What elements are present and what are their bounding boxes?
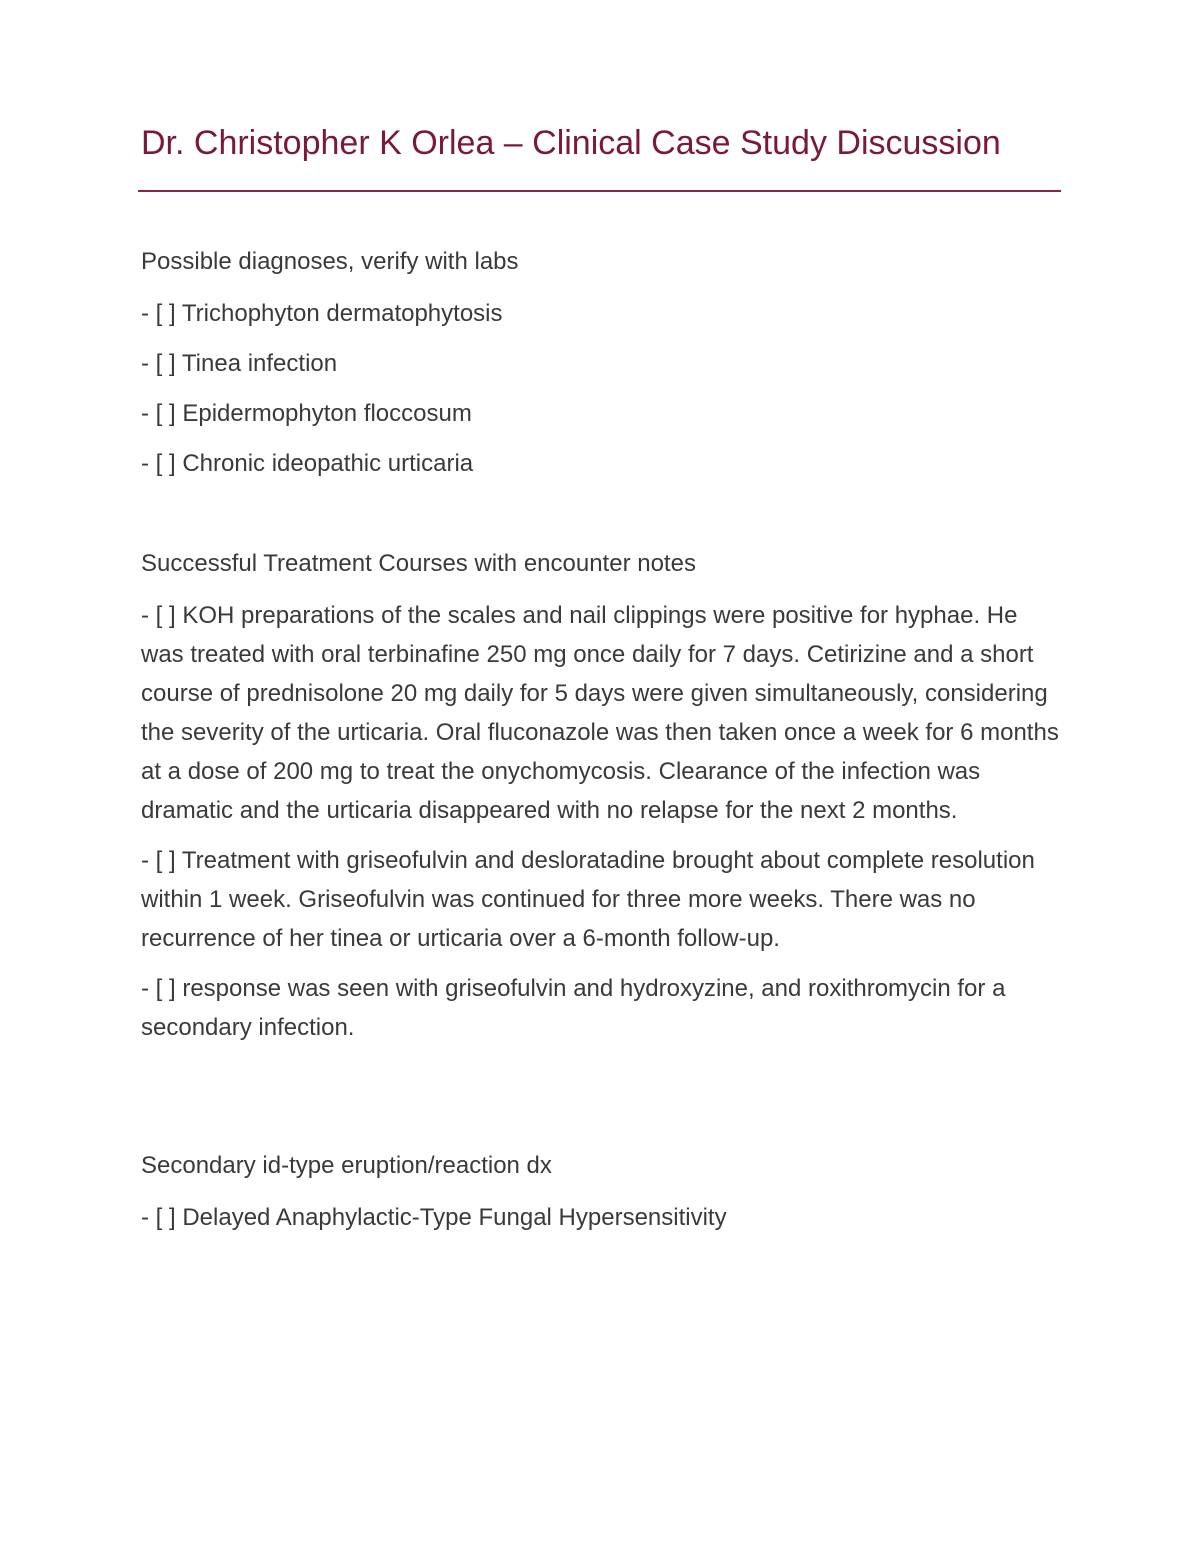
checklist-item: - [ ] Tinea infection xyxy=(141,350,338,377)
checklist-item: - [ ] Chronic ideopathic urticaria xyxy=(141,450,474,477)
section-treatment-courses xyxy=(141,546,1061,1047)
section-heading: Possible diagnoses, verify with labs xyxy=(141,248,519,275)
section-secondary-reaction xyxy=(141,1148,1061,1237)
checklist-item: - [ ] response was seen with griseofulvin and hydroxyzine, and roxithromycin for a secondary infection. xyxy=(141,975,1006,1041)
checklist-item: - [ ] Trichophyton dermatophytosis xyxy=(141,300,503,327)
page-title: Dr. Christopher K Orlea – Clinical Case Study Discussion xyxy=(141,124,1001,162)
checklist-item: - [ ] Treatment with griseofulvin and desloratadine brought about complete resolution within 1 week. Griseofulvin was continued for three more weeks. There was no recurrence of her tinea or urticaria over a 6-month follow-up. xyxy=(141,847,1035,952)
section-heading: Secondary id-type eruption/reaction dx xyxy=(141,1152,552,1179)
section-heading: Successful Treatment Courses with encounter notes xyxy=(141,550,696,577)
checklist-item: - [ ] Epidermophyton floccosum xyxy=(141,400,472,427)
checklist-item: - [ ] Delayed Anaphylactic-Type Fungal Hypersensitivity xyxy=(141,1204,727,1231)
title-underline xyxy=(138,190,1061,192)
checklist-item: - [ ] KOH preparations of the scales and nail clippings were positive for hyphae. He was treated with oral terbinafine 250 mg once daily for 7 days. Cetirizine and a short course of prednisolone 20 mg daily for 5 days were given simultaneously, considering the severity of the urticaria. Oral fluconazole was then taken once a week for 6 months at a dose of 200 mg to treat the onychomycosis. Clearance of the infection was dramatic and the urticaria disappeared with no relapse for the next 2 months. xyxy=(141,602,1059,824)
section-possible-diagnoses xyxy=(141,244,1061,483)
